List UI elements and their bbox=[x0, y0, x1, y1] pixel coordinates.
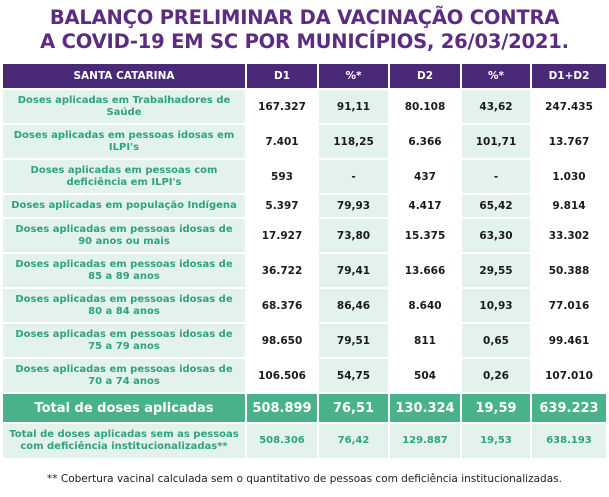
cell-pct-d2: - bbox=[462, 160, 532, 195]
total-d1-d2: 639.223 bbox=[532, 394, 606, 424]
header-d2: D2 bbox=[390, 64, 462, 90]
header-pct-d2: %* bbox=[462, 64, 532, 90]
cell-d1: 68.376 bbox=[247, 289, 319, 324]
table-row bbox=[3, 160, 606, 195]
table-row bbox=[3, 289, 606, 324]
table-row bbox=[3, 324, 606, 359]
total-d1: 508.899 bbox=[247, 394, 319, 424]
subtotal-row bbox=[3, 424, 606, 460]
title-line-2: A COVID-19 EM SC POR MUNICÍPIOS, 26/03/2021. bbox=[40, 30, 569, 53]
footnote: ** Cobertura vacinal calculada sem o quantitativo de pessoas com deficiência institucionalizadas. bbox=[47, 473, 562, 485]
row-label: Doses aplicadas em pessoas idosas de 80 a 84 anos bbox=[3, 289, 247, 324]
table-row bbox=[3, 254, 606, 289]
table-row bbox=[3, 219, 606, 254]
subtotal-label: Total de doses aplicadas sem as pessoas com deficiência institucionalizadas** bbox=[3, 424, 247, 460]
cell-pct-d2: 43,62 bbox=[462, 90, 532, 125]
cell-d2: 8.640 bbox=[390, 289, 462, 324]
row-label: Doses aplicadas em pessoas idosas em ILPI's bbox=[3, 125, 247, 160]
table-row bbox=[3, 90, 606, 125]
cell-d2: 811 bbox=[390, 324, 462, 359]
total-pct-d1: 76,51 bbox=[319, 394, 390, 424]
row-label: Doses aplicadas em pessoas idosas de 70 a 74 anos bbox=[3, 359, 247, 394]
cell-pct-d1: 73,80 bbox=[319, 219, 390, 254]
cell-d1: 167.327 bbox=[247, 90, 319, 125]
table-header-row bbox=[3, 64, 606, 90]
subtotal-d2: 129.887 bbox=[390, 424, 462, 460]
cell-pct-d2: 101,71 bbox=[462, 125, 532, 160]
cell-pct-d1: 79,51 bbox=[319, 324, 390, 359]
cell-d1: 7.401 bbox=[247, 125, 319, 160]
cell-d1: 593 bbox=[247, 160, 319, 195]
total-label: Total de doses aplicadas bbox=[3, 394, 247, 424]
table-row bbox=[3, 359, 606, 394]
header-state: SANTA CATARINA bbox=[3, 64, 247, 90]
header-d1: D1 bbox=[247, 64, 319, 90]
cell-pct-d2: 0,26 bbox=[462, 359, 532, 394]
cell-total: 107.010 bbox=[532, 359, 606, 394]
cell-total: 9.814 bbox=[532, 195, 606, 219]
cell-pct-d2: 65,42 bbox=[462, 195, 532, 219]
cell-d2: 80.108 bbox=[390, 90, 462, 125]
header-d1-d2: D1+D2 bbox=[532, 64, 606, 90]
cell-pct-d1: 91,11 bbox=[319, 90, 390, 125]
row-label: Doses aplicadas em pessoas idosas de 75 a 79 anos bbox=[3, 324, 247, 359]
cell-total: 13.767 bbox=[532, 125, 606, 160]
subtotal-d1: 508.306 bbox=[247, 424, 319, 460]
subtotal-pct-d2: 19,53 bbox=[462, 424, 532, 460]
cell-total: 77.016 bbox=[532, 289, 606, 324]
cell-total: 1.030 bbox=[532, 160, 606, 195]
cell-pct-d1: 54,75 bbox=[319, 359, 390, 394]
vaccination-table bbox=[3, 64, 606, 460]
cell-pct-d2: 63,30 bbox=[462, 219, 532, 254]
cell-d2: 4.417 bbox=[390, 195, 462, 219]
title-line-1: BALANÇO PRELIMINAR DA VACINAÇÃO CONTRA bbox=[49, 6, 560, 29]
row-label: Doses aplicadas em Trabalhadores de Saúde bbox=[3, 90, 247, 125]
cell-d1: 98.650 bbox=[247, 324, 319, 359]
cell-d2: 15.375 bbox=[390, 219, 462, 254]
page-title bbox=[0, 6, 609, 54]
cell-pct-d2: 29,55 bbox=[462, 254, 532, 289]
cell-total: 50.388 bbox=[532, 254, 606, 289]
cell-pct-d1: 79,93 bbox=[319, 195, 390, 219]
table-row bbox=[3, 195, 606, 219]
cell-total: 99.461 bbox=[532, 324, 606, 359]
cell-pct-d1: - bbox=[319, 160, 390, 195]
total-row bbox=[3, 394, 606, 424]
subtotal-pct-d1: 76,42 bbox=[319, 424, 390, 460]
subtotal-d1-d2: 638.193 bbox=[532, 424, 606, 460]
cell-d2: 13.666 bbox=[390, 254, 462, 289]
cell-pct-d1: 118,25 bbox=[319, 125, 390, 160]
row-label: Doses aplicadas em pessoas idosas de 90 anos ou mais bbox=[3, 219, 247, 254]
cell-total: 247.435 bbox=[532, 90, 606, 125]
cell-d1: 5.397 bbox=[247, 195, 319, 219]
row-label: Doses aplicadas em pessoas com deficiência em ILPI's bbox=[3, 160, 247, 195]
cell-pct-d1: 86,46 bbox=[319, 289, 390, 324]
row-label: Doses aplicadas em pessoas idosas de 85 a 89 anos bbox=[3, 254, 247, 289]
cell-d2: 437 bbox=[390, 160, 462, 195]
header-pct-d1: %* bbox=[319, 64, 390, 90]
cell-d2: 504 bbox=[390, 359, 462, 394]
cell-pct-d2: 10,93 bbox=[462, 289, 532, 324]
cell-d1: 36.722 bbox=[247, 254, 319, 289]
total-d2: 130.324 bbox=[390, 394, 462, 424]
table-row bbox=[3, 125, 606, 160]
cell-d2: 6.366 bbox=[390, 125, 462, 160]
row-label: Doses aplicadas em população Indígena bbox=[3, 195, 247, 219]
cell-pct-d1: 79,41 bbox=[319, 254, 390, 289]
total-pct-d2: 19,59 bbox=[462, 394, 532, 424]
cell-d1: 106.506 bbox=[247, 359, 319, 394]
cell-total: 33.302 bbox=[532, 219, 606, 254]
cell-pct-d2: 0,65 bbox=[462, 324, 532, 359]
cell-d1: 17.927 bbox=[247, 219, 319, 254]
